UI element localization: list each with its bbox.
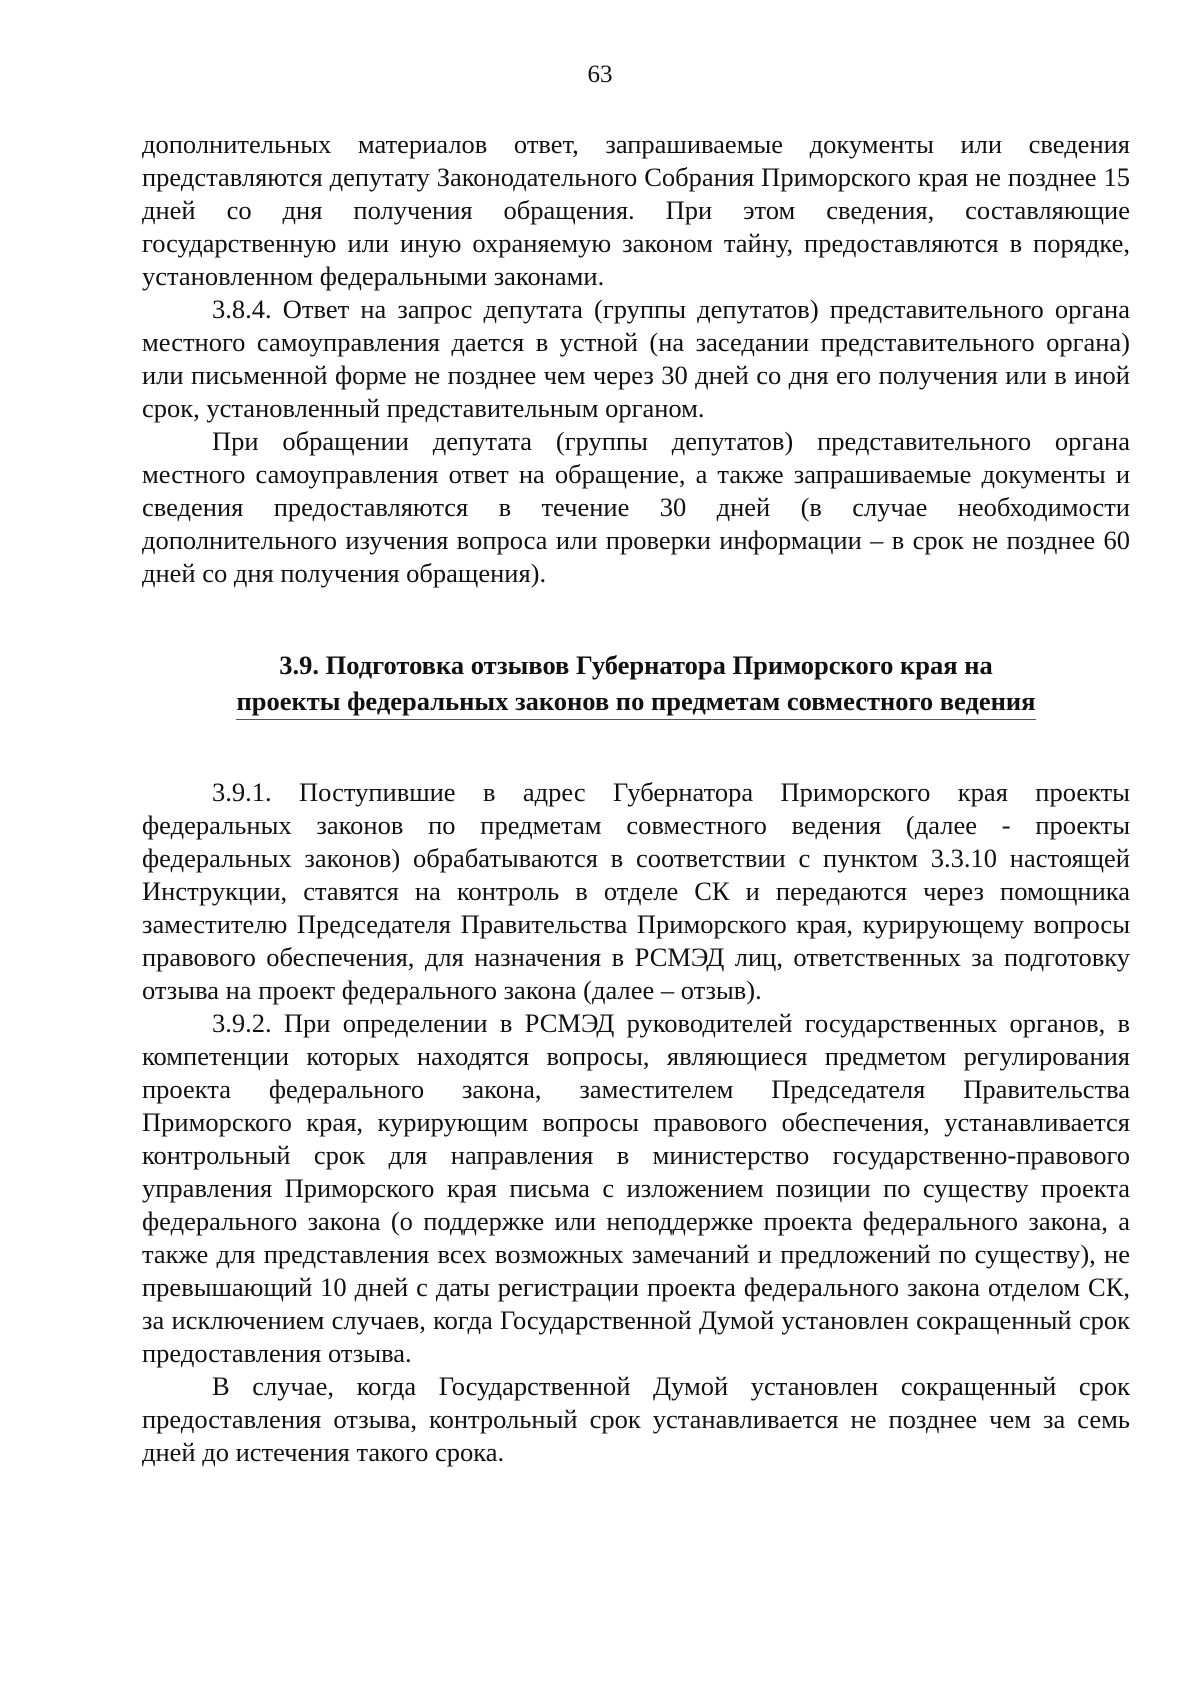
paragraph-3-8-4: 3.8.4. Ответ на запрос депутата (группы депутатов) представительного органа местного самоуправления дается в устной (на заседании представительного органа) или письменной форме не позднее чем через 30 дней со дня его получения или в иной срок, установленный представительным органом.: [142, 294, 1130, 423]
section-heading-3-9: [142, 647, 1130, 720]
paragraph-reduced-term: В случае, когда Государственной Думой установлен сокращенный срок предоставления отзыва, контрольный срок устанавливается не позднее чем за семь дней до истечения такого срока.: [142, 1371, 1130, 1467]
paragraph-continuation: дополнительных материалов ответ, запрашиваемые документы или сведения представляются депутату Законодательного Собрания Приморского края не позднее 15 дней со дня получения обращения. При этом сведения, составляющие государственную или иную охраняемую законом тайну, предоставляются в порядке, установленном федеральными законами.: [142, 129, 1130, 291]
document-body: [142, 128, 1130, 1469]
section-heading-line-2: проекты федеральных законов по предметам совместного ведения: [236, 683, 1035, 720]
paragraph-3-9-1: 3.9.1. Поступившие в адрес Губернатора Приморского края проекты федеральных законов по предметам совместного ведения (далее - проекты федеральных законов) обрабатываются в соответствии с пунктом 3.3.10 настоящей Инструкции, ставятся на контроль в отделе СК и передаются через помощника заместителю Председателя Правительства Приморского края, курирующему вопросы правового обеспечения, для назначения в РСМЭД лиц, ответственных за подготовку отзыва на проект федерального закона (далее – отзыв).: [142, 777, 1130, 1005]
paragraph-3-9-2: 3.9.2. При определении в РСМЭД руководителей государственных органов, в компетенции которых находятся вопросы, являющиеся предметом регулирования проекта федерального закона, заместителем Председателя Правительства Приморского края, курирующим вопросы правового обеспечения, устанавливается контрольный срок для направления в министерство государственно-правового управления Приморского края письма с изложением позиции по существу проекта федерального закона (о поддержке или неподдержке проекта федерального закона, а также для представления всех возможных замечаний и предложений по существу), не превышающий 10 дней с даты регистрации проекта федерального закона отделом СК, за исключением случаев, когда Государственной Думой установлен сокращенный срок предоставления отзыва.: [142, 1008, 1130, 1368]
paragraph-deputy-appeal: При обращении депутата (группы депутатов) представительного органа местного самоуправления ответ на обращение, а также запрашиваемые документы и сведения предоставляются в течение 30 дней (в случае необходимости дополнительного изучения вопроса или проверки информации – в срок не позднее 60 дней со дня получения обращения).: [142, 426, 1130, 588]
section-heading-line-1: 3.9. Подготовка отзывов Губернатора Приморского края на: [279, 650, 993, 680]
page-number: 63: [587, 61, 613, 88]
